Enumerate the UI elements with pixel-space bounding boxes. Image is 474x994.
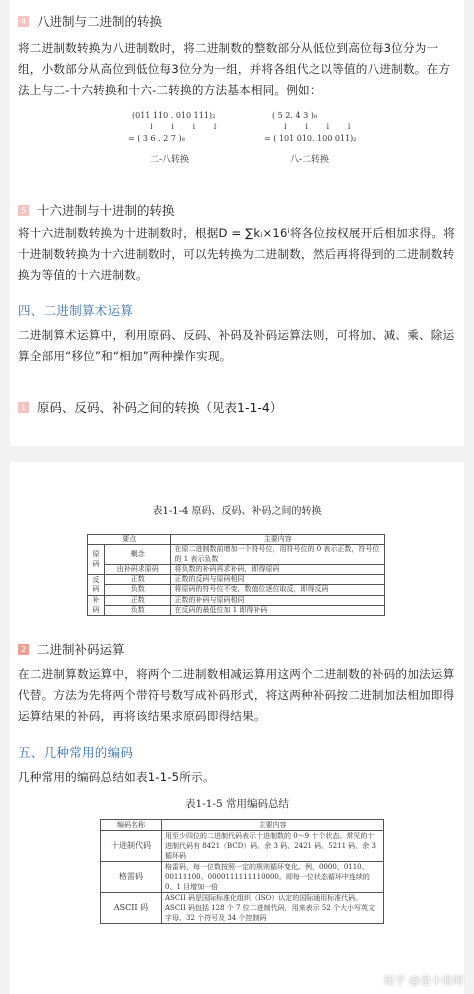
table-label-cell: 负数 bbox=[105, 606, 171, 616]
paragraph-octal-binary: 将二进制数转换为八进制数时，将二进制数的整数部分从低位到高位每3位分为一组，小数部分从高位到低位每3位分为一组，并将各组代之以等值的八进制数。在方法上与二-十六转换和十六-二转换的方法基本相同。例如： bbox=[18, 41, 451, 97]
table-115 bbox=[100, 819, 384, 924]
table-label-cell: 正数 bbox=[105, 595, 171, 605]
paragraph-complement: 在二进制算数运算中，将两个二进制数相减运算用这两个二进制数的补码的加法运算代替。方法为先将两个带符号数写成补码形式，将这两种补码按二进制加法相加即得运算结果的补码，再将该结果求原码即得结果。 bbox=[18, 667, 455, 723]
table-name-cell: 格雷码 bbox=[101, 862, 162, 893]
subheading-code-conversion bbox=[18, 398, 282, 416]
subheading-text: 二进制补码运算 bbox=[37, 642, 125, 657]
content-card-2 bbox=[10, 462, 464, 994]
table-group-cell: 反码 bbox=[88, 575, 105, 596]
table-text-cell: 将原码的符号位不变，数值位逐位取反，即得反码 bbox=[171, 585, 385, 595]
table-114 bbox=[87, 534, 385, 616]
table-header-cell: 主要内容 bbox=[162, 820, 384, 831]
table-label-cell: 负数 bbox=[105, 585, 171, 595]
watermark: 知乎 @是小张呀 bbox=[383, 974, 464, 987]
table-114-caption: 表1-1-4 原码、反码、补码之间的转换 bbox=[152, 506, 322, 517]
number-badge: 5 bbox=[18, 205, 29, 216]
subheading-complement bbox=[18, 640, 125, 658]
content-card-1 bbox=[10, 0, 464, 446]
section-heading-arithmetic: 四、二进制算术运算 bbox=[18, 303, 134, 318]
table-row bbox=[88, 575, 385, 585]
subheading-text: 原码、反码、补码之间的转换（见表1-1-4） bbox=[37, 400, 283, 415]
table-group-cell: 补码 bbox=[88, 595, 105, 616]
table-text-cell: 正数的补码与原码相同 bbox=[171, 595, 385, 605]
table-row bbox=[88, 595, 385, 605]
example-right-caption: 八-二转换 bbox=[290, 155, 330, 165]
table-text-cell: 将负数的补码再求补码，即得原码 bbox=[171, 564, 385, 574]
table-name-cell: ASCII 码 bbox=[101, 893, 162, 924]
section-heading-codes: 五、几种常用的编码 bbox=[18, 745, 134, 760]
subheading-text: 八进制与二进制的转换 bbox=[37, 14, 163, 29]
example-left-caption: 二-八转换 bbox=[150, 155, 190, 165]
table-header-cell: 要点 bbox=[88, 535, 171, 545]
table-row bbox=[88, 545, 385, 565]
example-right-line3: = ( 101 010. 100 011)₂ bbox=[264, 134, 357, 143]
table-text-cell: 正数的反码与原码相同 bbox=[171, 575, 385, 585]
table-row bbox=[88, 564, 385, 574]
paragraph-hex-decimal: 将十六进制数转换为十进制数时，根据D = ∑kᵢ×16ⁱ将各位按权展开后相加求得。将十进制数转换为十六进制数时，可以先转换为二进制数，然后再将得到的二进制数转换为等值的十六进制数。 bbox=[18, 226, 455, 282]
subheading-hex-decimal bbox=[18, 201, 175, 219]
table-header-row bbox=[88, 535, 385, 545]
subheading-text: 十六进制与十进制的转换 bbox=[37, 203, 175, 218]
example-right-line1: ( 5 2. 4 3 )₈ bbox=[272, 111, 318, 120]
table-text-cell: 在原二进制数前增加一个符号位，用符号位的 0 表示正数，符号位的 1 表示负数 bbox=[171, 545, 385, 565]
table-header-cell: 主要内容 bbox=[171, 535, 385, 545]
table-row bbox=[88, 585, 385, 595]
table-text-cell: 格雷码，每一位数按照一定的规则循环变化。例，0000、0110、00111100、0000111111110000。即每一位状态循环中连续的 0、1 目增加一倍 bbox=[162, 862, 384, 893]
table-text-cell: 用至少四位的二进制代码表示十进制数的 0～9 十个状态。常见的十进制代码有 8421（BCD）码、余 3 码、2421 码、5211 码、余 3 循环码 bbox=[162, 831, 384, 862]
number-badge: 4 bbox=[18, 16, 29, 27]
table-row bbox=[101, 862, 384, 893]
paragraph-arithmetic: 二进制算术运算中，利用原码、反码、补码及补码运算法则，可将加、减、乘、除运算全部用“移位”和“相加”两种操作实现。 bbox=[18, 328, 455, 363]
table-text-cell: 在反码的最低位加 1 即得补码 bbox=[171, 606, 385, 616]
number-badge: 2 bbox=[18, 644, 29, 655]
example-right-arrows: ↓ ↓ ↓ ↓ bbox=[282, 122, 359, 131]
example-left-line1: (011 110 . 010 111)₂ bbox=[132, 111, 216, 120]
table-row bbox=[101, 893, 384, 924]
table-label-cell: 由补码求原码 bbox=[105, 564, 171, 574]
subheading-octal-binary bbox=[18, 12, 162, 30]
table-name-cell: 十进制代码 bbox=[101, 831, 162, 862]
number-badge: 1 bbox=[18, 402, 29, 413]
table-label-cell: 正数 bbox=[105, 575, 171, 585]
example-left-line3: = ( 3 6 . 2 7 )₈ bbox=[128, 134, 185, 143]
table-text-cell: ASCII 码是国际标准化组织（ISO）认定的国际通用标准代码。ASCII 码包括 128 个 7 位二进制代码，用来表示 52 个大小写英文字母、32 个符号及 34 个控制码 bbox=[162, 893, 384, 924]
table-header-cell: 编码名称 bbox=[101, 820, 162, 831]
table-row bbox=[101, 831, 384, 862]
table-label-cell: 概念 bbox=[105, 545, 171, 565]
table-115-caption: 表1-1-5 常用编码总结 bbox=[185, 798, 289, 810]
table-header-row bbox=[101, 820, 384, 831]
paragraph-codes: 几种常用的编码总结如表1-1-5所示。 bbox=[18, 770, 215, 784]
table-row bbox=[88, 606, 385, 616]
example-left-arrows: ↓ ↓ ↓ ↓ bbox=[148, 122, 225, 131]
table-group-cell: 原码 bbox=[88, 545, 105, 575]
